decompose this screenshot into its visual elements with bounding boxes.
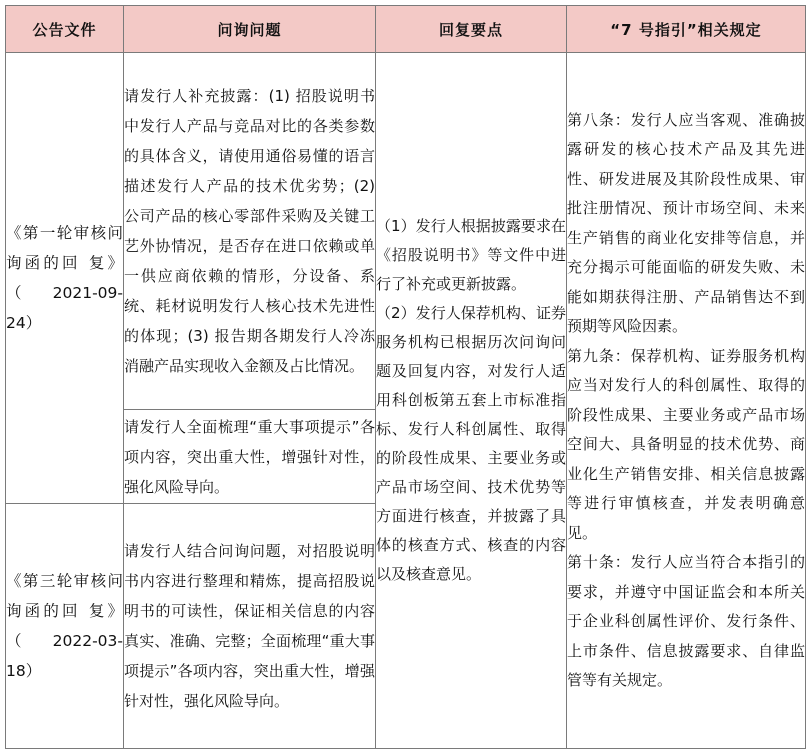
table-row-1a (6, 53, 806, 410)
rule-article-10: 第十条：发行人应当符合本指引的要求，并遵守中国证监会和本所关于企业科创属性评价、发行条件、上市条件、信息披露要求、自律监管等有关规定。 (567, 553, 805, 689)
header-doc: 公告文件 (6, 6, 124, 53)
doc-cell-round1 (6, 53, 124, 504)
answer-point-1: （1）发行人根据披露要求在《招股说明书》等文件中进行了补充或更新披露。 (376, 217, 566, 293)
question-cell: 请发行人全面梳理“重大事项提示”各项内容，突出重大性，增强针对性，强化风险导向。 (124, 410, 376, 504)
answer-cell (376, 53, 567, 749)
disclosure-table (5, 5, 806, 749)
header-rules: “7 号指引”相关规定 (567, 6, 806, 53)
rules-cell (567, 53, 806, 749)
rule-article-9: 第九条：保荐机构、证券服务机构应当对发行人的科创属性、取得的阶段性成果、主要业务或产品市场空间大、具备明显的技术优势、商业化生产销售安排、相关信息披露等进行审慎核查，并发表明确意见。 (567, 346, 805, 542)
header-question: 问询问题 (124, 6, 376, 53)
doc-date: （ 2022-03-18） (6, 632, 123, 680)
header-row (6, 6, 806, 53)
answer-point-2: （2）发行人保荐机构、证券服务机构已根据历次问询问题及回复内容，对发行人适用科创板第五套上市标准指标、发行人科创属性、取得的阶段性成果、主要业务或产品市场空间、技术优势等方面进行核查，并披露了具体的核查方式、核查的内容以及核查意见。 (376, 304, 566, 583)
rule-article-8: 第八条：发行人应当客观、准确披露研发的核心技术产品及其先进性、研发进展及其阶段性成果、审批注册情况、预计市场空间、未来生产销售的商业化安排等信息，并充分揭示可能面临的研发失败、未能如期获得注册、产品销售达不到预期等风险因素。 (567, 110, 805, 335)
doc-cell-round3 (6, 504, 124, 749)
question-cell: 请发行人结合问询问题，对招股说明书内容进行整理和精炼，提高招股说明书的可读性，保证相关信息的内容真实、准确、完整；全面梳理“重大事项提示”各项内容，突出重大性，增强针对性，强化风险导向。 (124, 504, 376, 749)
doc-date: （ 2021-09-24） (6, 284, 123, 332)
header-answer: 回复要点 (376, 6, 567, 53)
question-cell: 请发行人补充披露：(1) 招股说明书中发行人产品与竞品对比的各类参数的具体含义，请使用通俗易懂的语言描述发行人产品的技术优劣势；(2) 公司产品的核心零部件采购及关键工艺外协情况，是否存在进口依赖或单一供应商依赖的情形，分设备、系统、耗材说明发行人核心技术先进性的体现；(3) 报告期各期发行人冷冻消融产品实现收入金额及占比情况。 (124, 53, 376, 410)
doc-title: 《第三轮审核问询函的回 复》 (6, 572, 123, 620)
doc-title: 《第一轮审核问询函的回 复》 (6, 224, 123, 272)
